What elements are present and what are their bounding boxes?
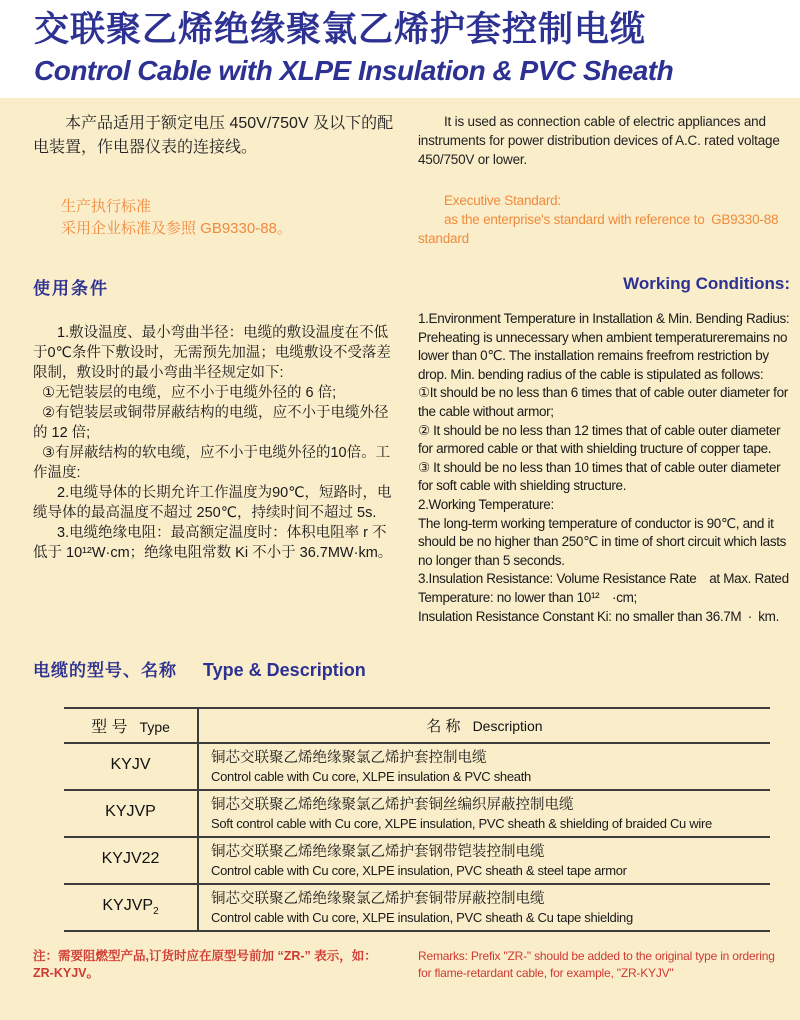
type-heading-en: Type & Description	[203, 660, 366, 680]
table-header	[64, 708, 770, 743]
table-header-description: 名 称 Description	[426, 718, 543, 735]
cable-type: KYJV22	[64, 837, 198, 884]
en-condition-paragraph: ② It should be no less than 12 times that of cable outer diameter for armored cable or that with shielding tructure of copper tape.	[418, 422, 781, 457]
page-title-en: Control Cable with XLPE Insulation & PVC Sheath	[34, 55, 674, 87]
intro-en-column	[418, 112, 790, 274]
table-row	[64, 790, 770, 837]
page-title-zh: 交联聚乙烯绝缘聚氯乙烯护套控制电缆	[34, 10, 647, 49]
type-description-heading	[33, 656, 788, 681]
cable-description	[198, 837, 770, 884]
en-condition-paragraph: 2.Working Temperature:	[418, 496, 554, 512]
type-heading-zh: 电缆的型号、名称	[33, 661, 177, 680]
standard-zh-block	[33, 196, 395, 240]
note-en: Remarks: Prefix "ZR-" should be added to the original type in ordering for flame-retardant cable, for example, "ZR-KYJV"	[418, 949, 775, 980]
intro-zh-column	[33, 112, 395, 274]
zh-condition-paragraph: ③有屏蔽结构的软电缆，应不小于电缆外径的10倍。工作温度:	[33, 445, 391, 481]
cable-description	[198, 743, 770, 790]
zh-condition-paragraph: ①无铠装层的电缆，应不小于电缆外径的 6 倍;	[42, 385, 337, 401]
standard-en-block	[418, 191, 790, 248]
en-condition-paragraph: 1.Environment Temperature in Installation & Min. Bending Radius: Preheating is unnecessary when ambient temperatureremains no lower than 0℃. The installation remains freefrom restriction by drop. Min. bending radius of the cable is stipulated as follows:	[418, 311, 790, 382]
table-row	[64, 884, 770, 931]
zh-condition-paragraph: 1.敷设温度、最小弯曲半径：电缆的敷设温度在不低于0℃条件下敷设时，无需预先加温；电缆敷设不受落差限制，敷设时的最小弯曲半径规定如下:	[33, 325, 391, 381]
zh-condition-paragraph: 2.电缆导体的长期允许工作温度为90℃，短路时，电缆导体的最高温度不超过 250℃，持续时间不超过 5s.	[33, 485, 392, 521]
en-condition-paragraph: ①It should be no less than 6 times that of cable outer diameter for the cable without armor;	[418, 385, 788, 419]
zh-condition-paragraph: 3.电缆绝缘电阻：最高额定温度时：体积电阻率 r 不低于 10¹²W·cm；绝缘电阻常数 Ki 不小于 36.7MW·km。	[33, 525, 393, 561]
en-condition-paragraph: ③ It should be no less than 10 times that of cable outer diameter for soft cable with shielding structure.	[418, 459, 781, 494]
conditions-zh-text	[33, 323, 395, 563]
cable-type: KYJV	[64, 743, 198, 790]
conditions-zh-heading: 使用条件	[33, 279, 109, 298]
intro-en-text: It is used as connection cable of electric appliances and instruments for power distribution devices of A.C. rated voltage 450/750V or lower.	[418, 114, 780, 167]
intro-section	[33, 112, 788, 274]
cable-description	[198, 790, 770, 837]
cable-type-table	[64, 707, 770, 932]
cable-desc-en: Soft control cable with Cu core, XLPE insulation, PVC sheath & shielding of braided Cu wire	[211, 815, 712, 831]
cable-type: KYJVP	[64, 790, 198, 837]
conditions-en-heading: Working Conditions:	[623, 274, 790, 293]
page-header	[0, 0, 800, 98]
note-zh: 注：需要阻燃型产品,订货时应在原型号前加 “ZR-” 表示，如：ZR-KYJV。	[33, 949, 377, 980]
cable-desc-zh: 铜芯交联聚乙烯绝缘聚氯乙烯护套铜丝编织屏蔽控制电缆	[211, 796, 574, 813]
footnotes	[33, 948, 788, 982]
cable-desc-zh: 铜芯交联聚乙烯绝缘聚氯乙烯护套控制电缆	[211, 749, 487, 766]
table-header-type: 型 号 Type	[64, 708, 198, 743]
cable-desc-en: Control cable with Cu core, XLPE insulation & PVC sheath	[211, 768, 531, 784]
intro-zh-text: 本产品适用于额定电压 450V/750V 及以下的配电装置，作电器仪表的连接线。	[33, 115, 394, 156]
conditions-zh-column	[33, 274, 395, 640]
standard-en-title: Executive Standard:	[444, 193, 562, 208]
table-row	[64, 743, 770, 790]
cable-type: $KYJVP_2$	[64, 884, 198, 931]
cable-desc-zh: 铜芯交联聚乙烯绝缘聚氯乙烯护套钢带铠装控制电缆	[211, 843, 545, 860]
en-condition-paragraph: Insulation Resistance Constant Ki: no smaller than 36.7M · km.	[418, 608, 779, 624]
standard-zh-text: 采用企业标准及参照 GB9330-88。	[61, 220, 292, 237]
conditions-en-text	[418, 310, 790, 626]
standard-en-text: as the enterprise's standard with reference to GB9330-88 standard	[418, 212, 779, 246]
working-conditions-section	[33, 274, 788, 640]
en-condition-paragraph: 3.Insulation Resistance: Volume Resistance Rate at Max. Rated Temperature: no lower than 10¹² ·cm;	[418, 571, 789, 605]
cable-desc-en: Control cable with Cu core, XLPE insulation, PVC sheath & steel tape armor	[211, 862, 627, 878]
zh-condition-paragraph: ②有铠装层或铜带屏蔽结构的电缆，应不小于电缆外径的 12 倍;	[33, 405, 389, 441]
table-header-row	[64, 708, 770, 743]
page-body	[0, 98, 800, 1020]
table-row	[64, 837, 770, 884]
cable-desc-zh: 铜芯交联聚乙烯绝缘聚氯乙烯护套铜带屏蔽控制电缆	[211, 890, 545, 907]
standard-zh-title: 生产执行标准	[61, 198, 152, 215]
conditions-en-column	[418, 274, 790, 640]
cable-description	[198, 884, 770, 931]
en-condition-paragraph: The long-term working temperature of conductor is 90℃, and it should be no higher than 250℃ in time of short circuit which lasts no longer than 5 seconds.	[418, 515, 787, 568]
cable-desc-en: Control cable with Cu core, XLPE insulation, PVC sheath & Cu tape shielding	[211, 909, 633, 925]
